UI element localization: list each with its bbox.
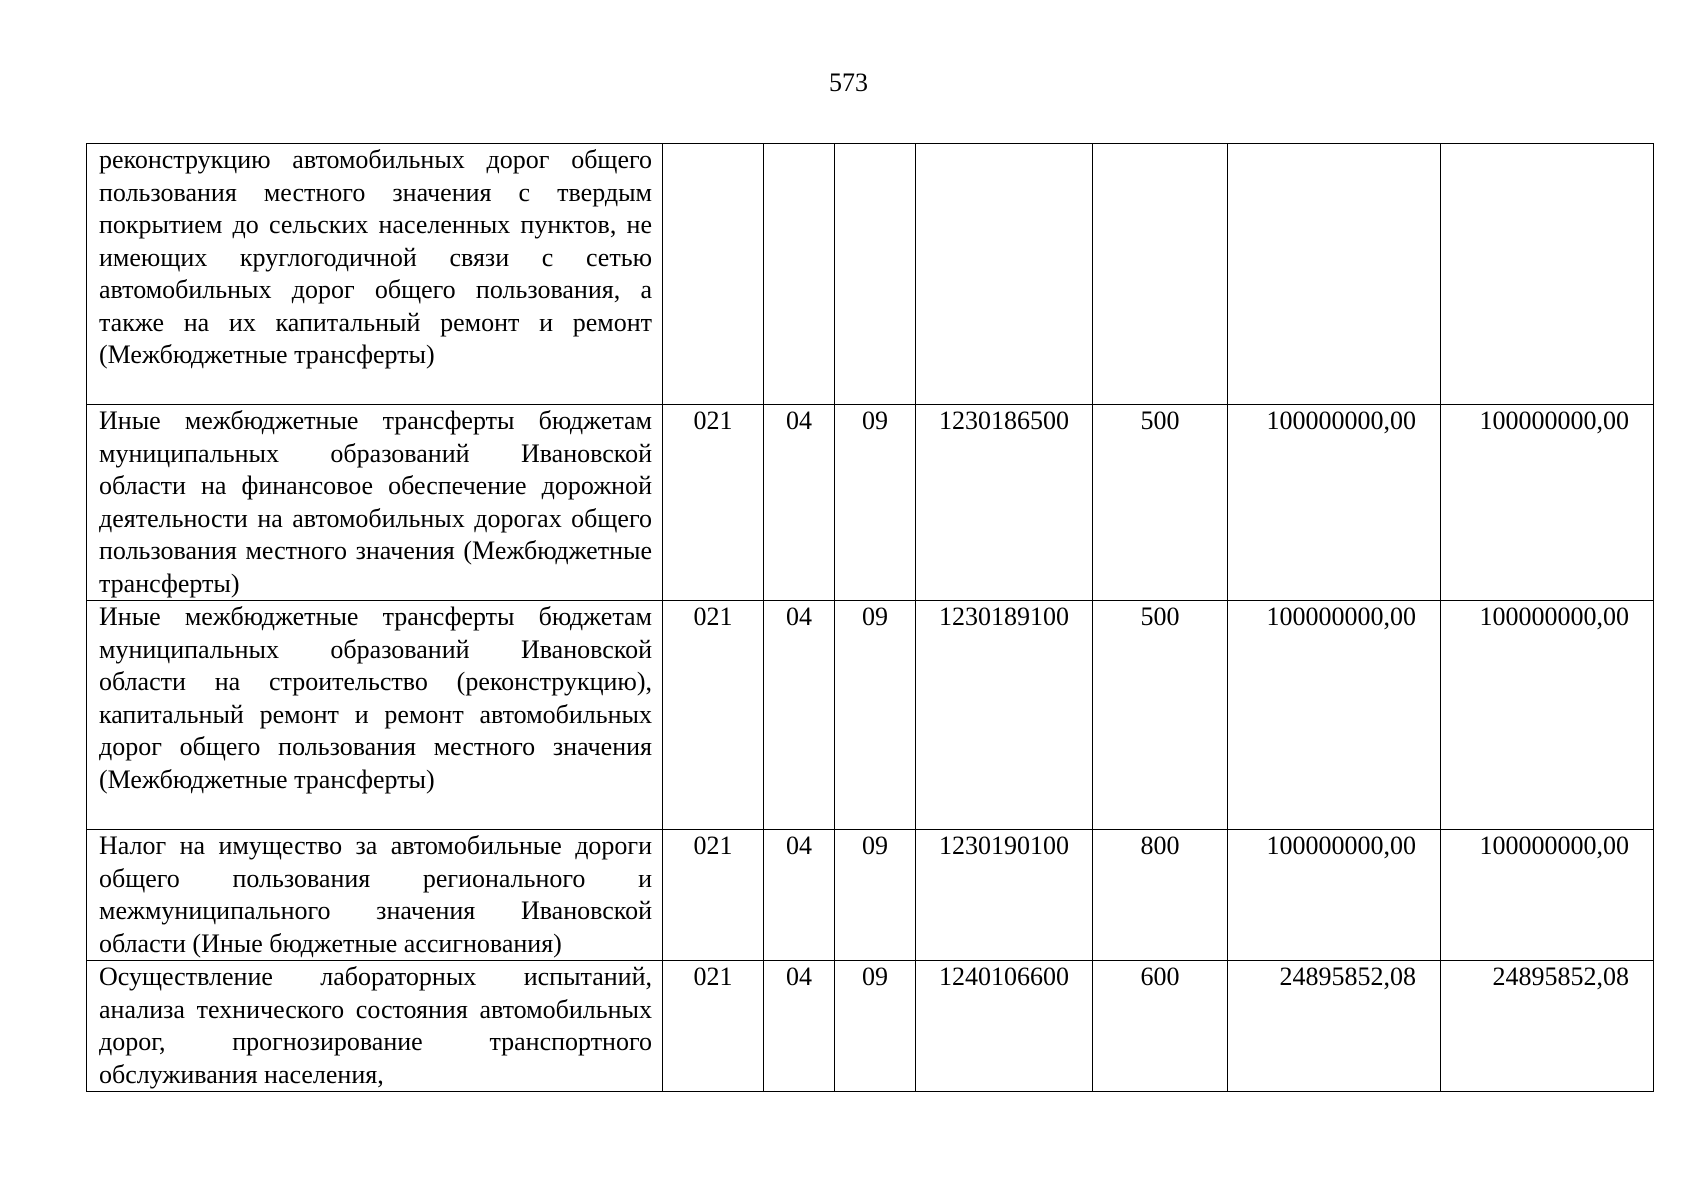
amount-year-2: 100000000,00 xyxy=(1441,830,1654,961)
row-description: реконструкцию автомобильных дорог общего пользования местного значения с твердым покрытием до сельских населенных пунктов, не имеющих круглогодичной связи с сетью автомобильных дорог общего пользования, а также на их капитальный ремонт и ремонт (Межбюджетные трансферты) xyxy=(87,144,663,405)
ministry-code: 021 xyxy=(663,405,764,601)
amount-year-2 xyxy=(1441,144,1654,405)
amount-year-1: 24895852,08 xyxy=(1228,961,1441,1092)
section-code xyxy=(764,144,835,405)
amount-year-1: 100000000,00 xyxy=(1228,405,1441,601)
row-description: Налог на имущество за автомобильные дороги общего пользования регионального и межмуниципального значения Ивановской области (Иные бюджетные ассигнования) xyxy=(87,830,663,961)
amount-year-1 xyxy=(1228,144,1441,405)
ministry-code: 021 xyxy=(663,601,764,830)
expense-type-code: 500 xyxy=(1093,601,1228,830)
section-code: 04 xyxy=(764,830,835,961)
expense-type-code: 500 xyxy=(1093,405,1228,601)
table-row xyxy=(87,830,1654,961)
row-description: Иные межбюджетные трансферты бюджетам муниципальных образований Ивановской области на финансовое обеспечение дорожной деятельности на автомобильных дорогах общего пользования местного значения (Межбюджетные трансферты) xyxy=(87,405,663,601)
ministry-code: 021 xyxy=(663,830,764,961)
expense-type-code: 600 xyxy=(1093,961,1228,1092)
row-description: Осуществление лабораторных испытаний, анализа технического состояния автомобильных дорог, прогнозирование транспортного обслуживания населения, xyxy=(87,961,663,1092)
row-description: Иные межбюджетные трансферты бюджетам муниципальных образований Ивановской области на строительство (реконструкцию), капитальный ремонт и ремонт автомобильных дорог общего пользования местного значения (Межбюджетные трансферты) xyxy=(87,601,663,830)
table-row xyxy=(87,405,1654,601)
table-row xyxy=(87,961,1654,1092)
target-article-code: 1230189100 xyxy=(916,601,1093,830)
amount-year-1: 100000000,00 xyxy=(1228,601,1441,830)
target-article-code xyxy=(916,144,1093,405)
subsection-code: 09 xyxy=(835,830,916,961)
budget-table xyxy=(86,143,1654,1092)
target-article-code: 1240106600 xyxy=(916,961,1093,1092)
table-row xyxy=(87,144,1654,405)
expense-type-code xyxy=(1093,144,1228,405)
target-article-code: 1230186500 xyxy=(916,405,1093,601)
amount-year-2: 100000000,00 xyxy=(1441,405,1654,601)
table-row xyxy=(87,601,1654,830)
subsection-code xyxy=(835,144,916,405)
ministry-code xyxy=(663,144,764,405)
expense-type-code: 800 xyxy=(1093,830,1228,961)
subsection-code: 09 xyxy=(835,601,916,830)
section-code: 04 xyxy=(764,405,835,601)
page-number: 573 xyxy=(829,68,868,97)
amount-year-2: 100000000,00 xyxy=(1441,601,1654,830)
section-code: 04 xyxy=(764,601,835,830)
subsection-code: 09 xyxy=(835,961,916,1092)
ministry-code: 021 xyxy=(663,961,764,1092)
amount-year-2: 24895852,08 xyxy=(1441,961,1654,1092)
subsection-code: 09 xyxy=(835,405,916,601)
target-article-code: 1230190100 xyxy=(916,830,1093,961)
amount-year-1: 100000000,00 xyxy=(1228,830,1441,961)
section-code: 04 xyxy=(764,961,835,1092)
